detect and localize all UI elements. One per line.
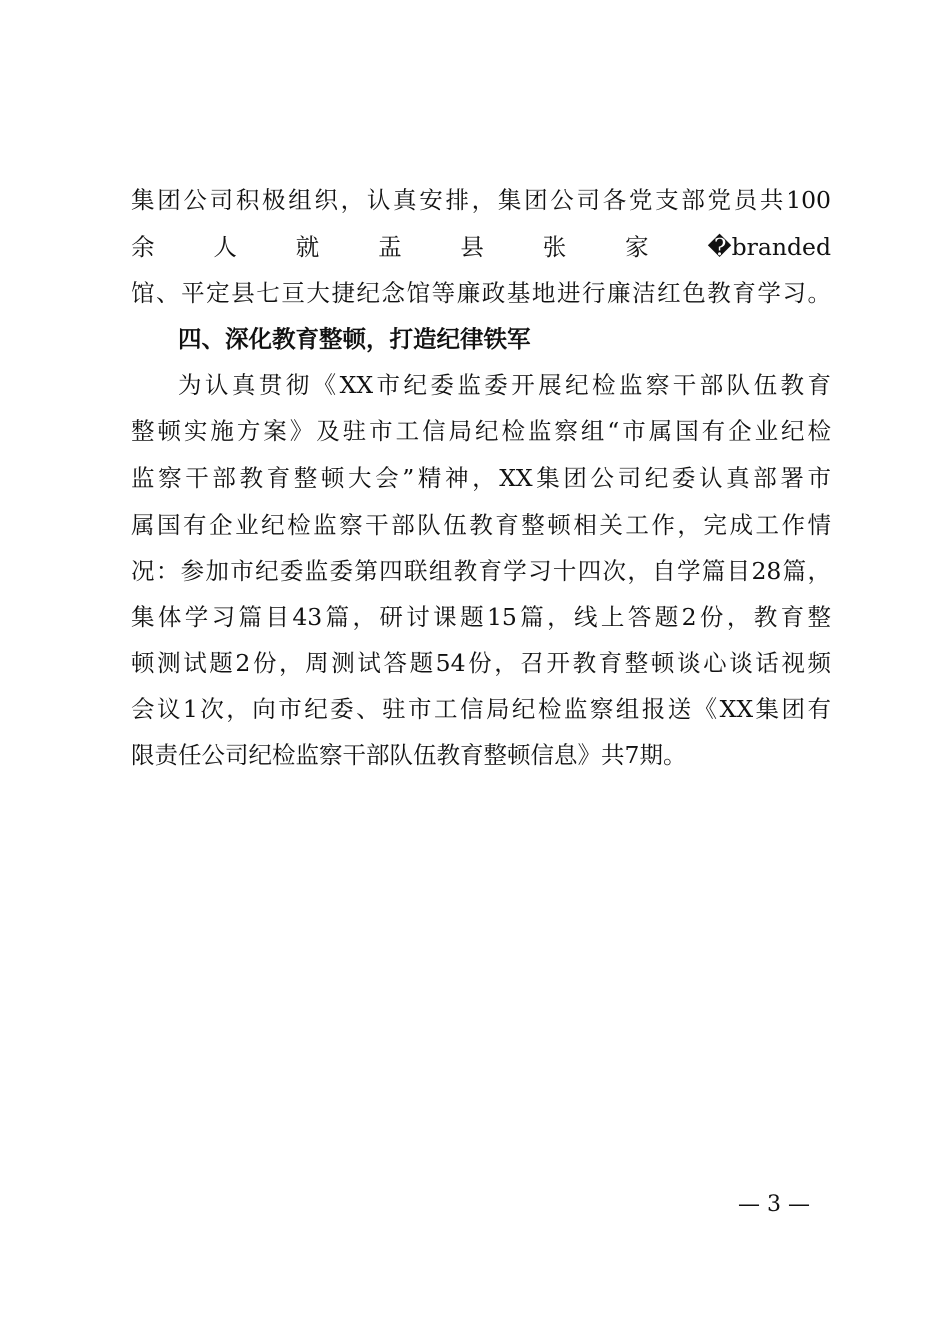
paragraph-2-line-5: 况：参加市纪委监委第四联组教育学习十四次，自学篇目28篇， — [131, 557, 831, 585]
paragraph-1-line-3: 馆、平定县七亘大捷纪念馆等廉政基地进行廉洁红色教育学习。 — [131, 279, 831, 307]
paragraph-2-line-9: 限责任公司纪检监察干部队伍教育整顿信息》共7期。 — [131, 741, 687, 769]
paragraph-1-line-2: 余人就盂县张家�branded — [131, 233, 831, 261]
paragraph-2-line-1: 为认真贯彻《XX市纪委监委开展纪检监察干部队伍教育 — [178, 371, 831, 399]
paragraph-1-line-1: 集团公司积极组织，认真安排，集团公司各党支部党员共100 — [131, 186, 831, 214]
paragraph-2-line-6: 集体学习篇目43篇，研讨课题15篇，线上答题2份，教育整 — [131, 603, 831, 631]
page-number: — 3 — — [738, 1192, 810, 1217]
paragraph-2-line-2: 整顿实施方案》及驻市工信局纪检监察组“市属国有企业纪检 — [131, 417, 831, 445]
paragraph-2-line-3: 监察干部教育整顿大会”精神，XX集团公司纪委认真部署市 — [131, 464, 831, 492]
paragraph-2-line-7: 顿测试题2份，周测试答题54份，召开教育整顿谈心谈话视频 — [131, 649, 831, 677]
paragraph-2-line-8: 会议1次，向市纪委、驻市工信局纪检监察组报送《XX集团有 — [131, 695, 831, 723]
section-heading-4: 四、深化教育整顿，打造纪律铁军 — [178, 325, 531, 353]
paragraph-2-line-4: 属国有企业纪检监察干部队伍教育整顿相关工作，完成工作情 — [131, 511, 831, 539]
